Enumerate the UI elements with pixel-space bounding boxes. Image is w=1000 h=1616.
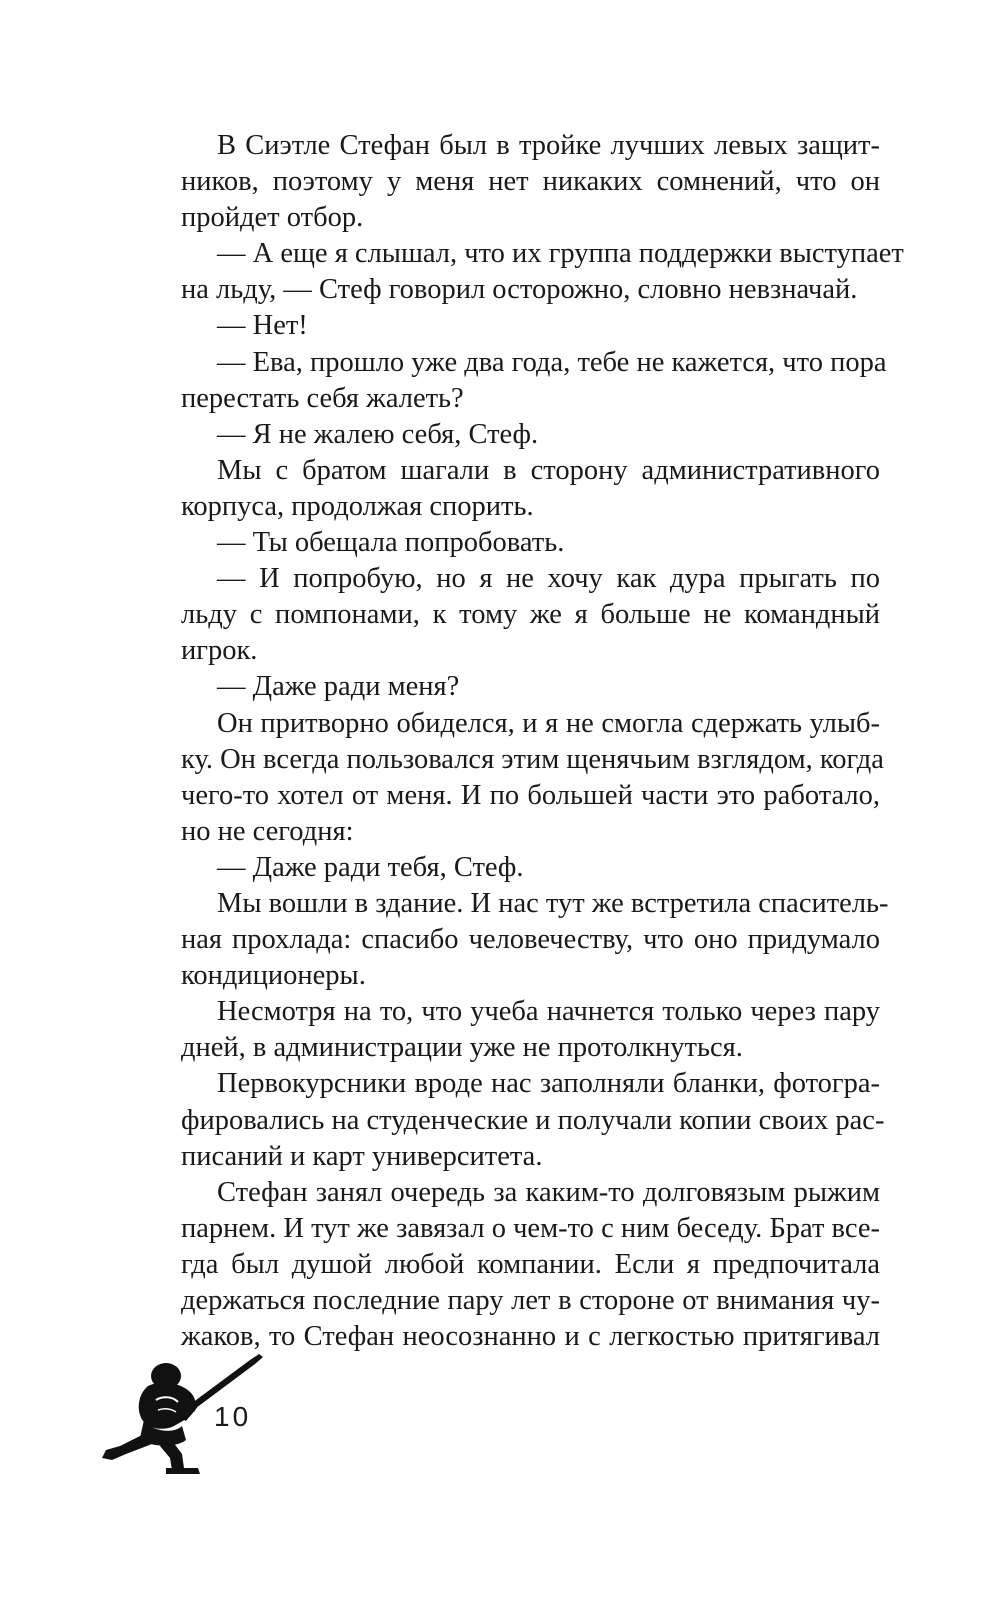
paragraph (145, 417, 880, 453)
paragraph (145, 236, 904, 308)
text-line: — Ева, прошло уже два года, тебе не кажется, что пора (217, 346, 887, 378)
text-line: жаков, то Стефан неосознанно и с легкостью притягивал (181, 1321, 880, 1353)
body-text (145, 128, 904, 1355)
text-line: чего-то хотел от меня. И по большей части это работало, (181, 779, 880, 811)
text-line: Мы вошли в здание. И нас тут же встретила спаситель- (217, 887, 889, 919)
text-line: игрок. (181, 635, 258, 667)
text-line: — Я не жалею себя, Стеф. (217, 418, 539, 450)
paragraph (145, 706, 884, 850)
paragraph (145, 308, 880, 344)
paragraph (145, 850, 880, 886)
text-line: Несмотря на то, что учеба начнется только через пару (217, 996, 880, 1028)
text-line: корпуса, продолжая спорить. (181, 490, 534, 522)
page-number: 10 (214, 1401, 252, 1432)
text-line: гда был душой любой компании. Если я предпочитала (181, 1248, 880, 1280)
text-line: Стефан занял очередь за каким-то долговязым рыжим (217, 1176, 880, 1208)
text-line: — Даже ради тебя, Стеф. (217, 851, 524, 883)
text-line: ников, поэтому у меня нет никаких сомнений, что он (181, 166, 880, 198)
paragraph (145, 1066, 885, 1174)
text-line: парнем. И тут же завязал о чем-то с ним беседу. Брат все- (181, 1212, 880, 1244)
text-line: — И попробую, но я не хочу как дура прыгать по (217, 563, 880, 595)
paragraph (145, 561, 880, 669)
paragraph (145, 345, 887, 417)
text-line: Мы с братом шагали в сторону административного (217, 454, 880, 486)
text-line: кондиционеры. (181, 960, 366, 992)
text-line: писаний и карт университета. (181, 1140, 543, 1172)
paragraph (145, 1175, 880, 1355)
text-line: перестать себя жалеть? (181, 382, 464, 414)
text-line: пройдет отбор. (181, 202, 364, 234)
paragraph (145, 525, 880, 561)
text-line: Он притворно обиделся, и я не смогла сдержать улыб- (217, 707, 880, 739)
text-line: — А еще я слышал, что их группа поддержки выступает (217, 238, 904, 270)
text-line: льду с помпонами, к тому же я больше не командный (181, 599, 880, 631)
text-line: — Нет! (217, 310, 308, 342)
text-line: но не сегодня: (181, 815, 354, 847)
text-line: фировались на студенческие и получали копии своих рас- (181, 1104, 885, 1136)
paragraph (145, 886, 889, 994)
paragraph (145, 669, 880, 705)
text-line: В Сиэтле Стефан был в тройке лучших левых защит- (217, 130, 880, 161)
text-line: ная прохлада: спасибо человечеству, что оно придумало (181, 924, 880, 956)
text-line: ку. Он всегда пользовался этим щенячьим взглядом, когда (181, 743, 884, 775)
paragraph (145, 128, 880, 236)
text-line: держаться последние пару лет в стороне от внимания чу- (181, 1285, 880, 1316)
text-line: на льду, — Стеф говорил осторожно, словно невзначай. (181, 274, 858, 306)
paragraph (145, 994, 880, 1066)
text-line: дней, в администрации уже не протолкнуться. (181, 1032, 743, 1064)
paragraph (145, 453, 880, 525)
text-line: — Даже ради меня? (217, 671, 460, 703)
text-line: Первокурсники вроде нас заполняли бланки, фотогра- (217, 1068, 880, 1100)
text-line: — Ты обещала попробовать. (217, 527, 565, 559)
